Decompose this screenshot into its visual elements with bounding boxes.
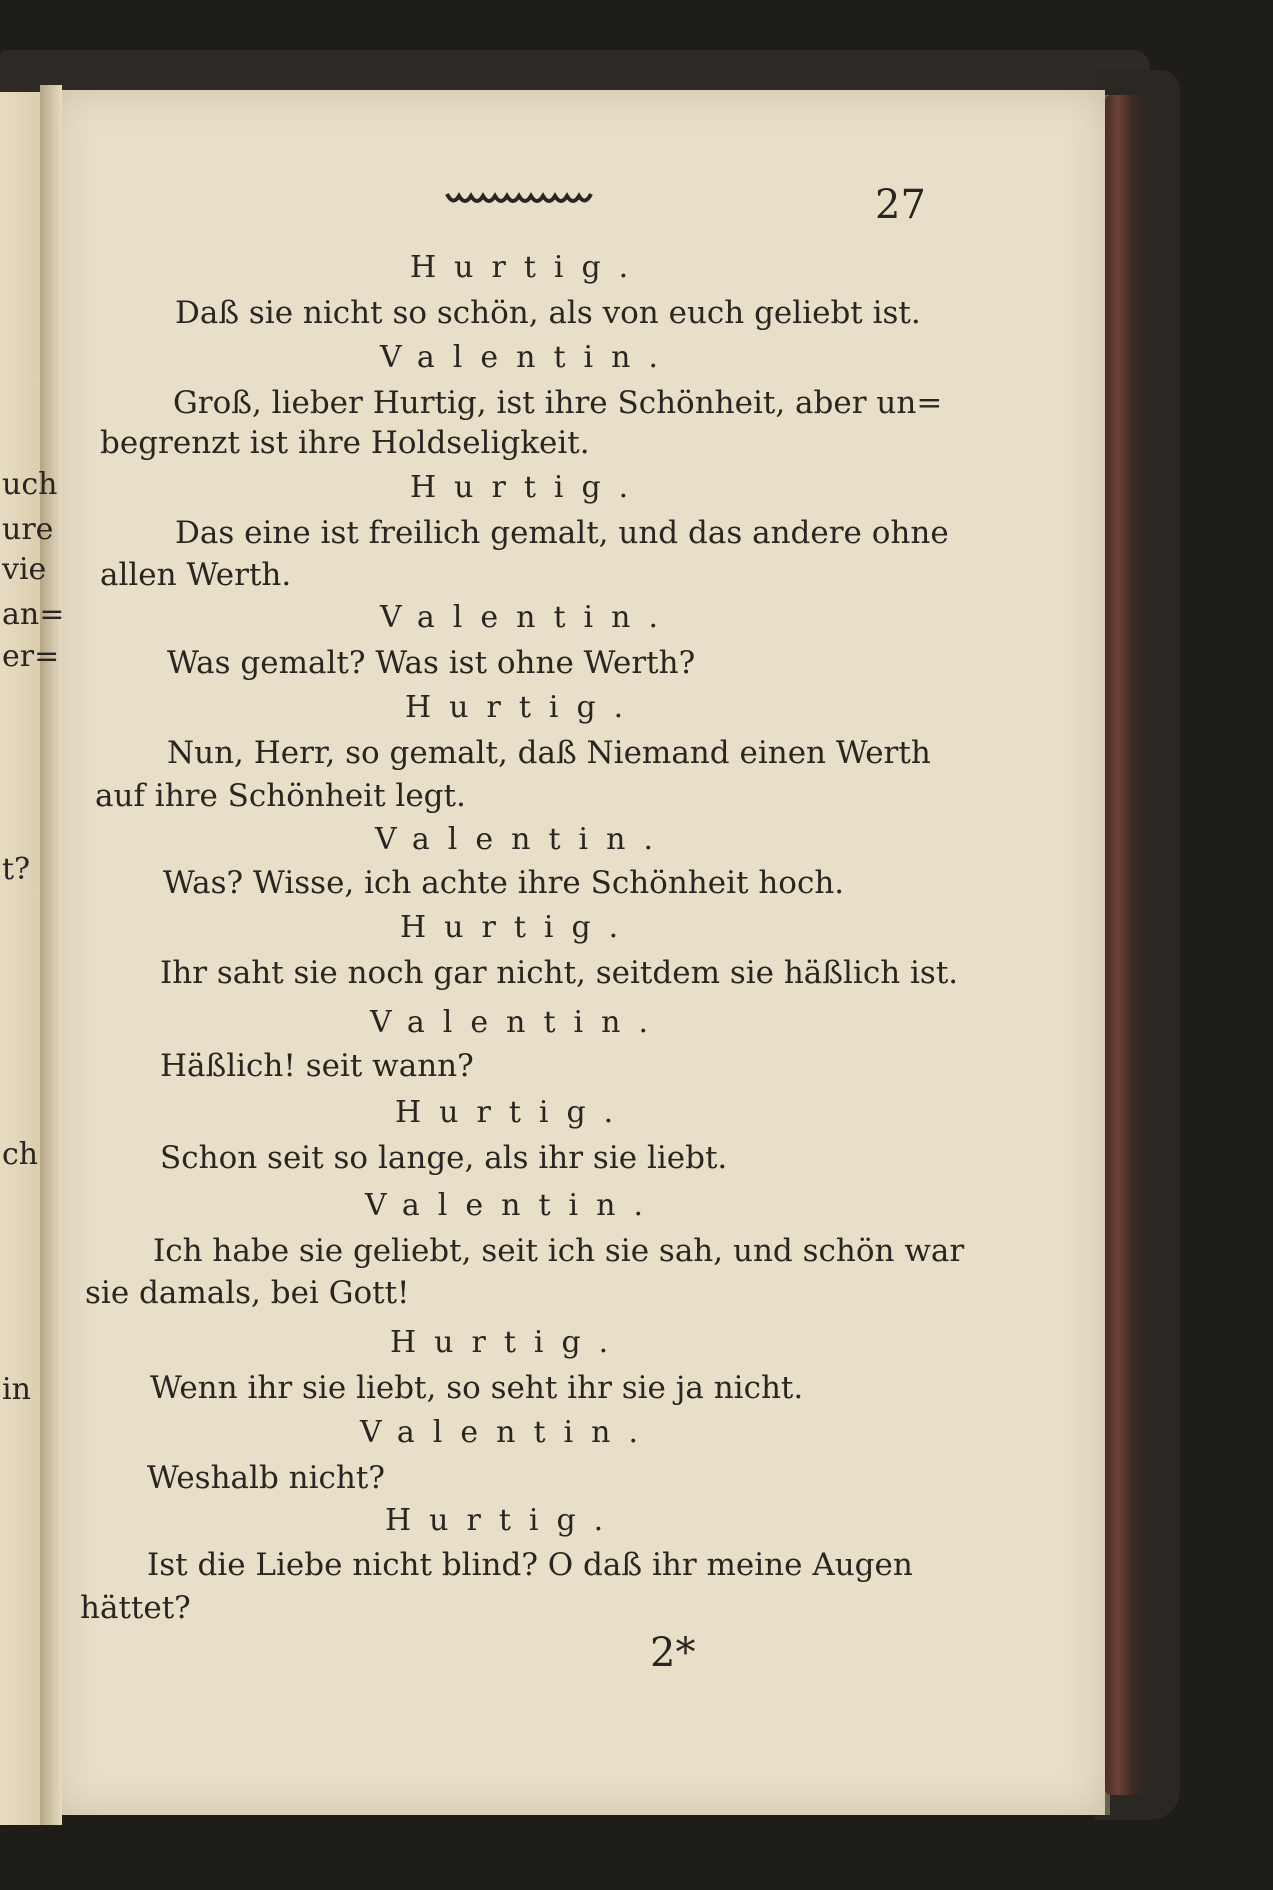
left-page-fragment: in	[2, 1372, 31, 1407]
text-line: Daß sie nicht so schön, als von euch geliebt ist.	[175, 295, 921, 331]
speaker-name: Hurtig.	[390, 1325, 627, 1360]
left-page-fragment: t?	[2, 852, 31, 887]
text-line: Häßlich! seit wann?	[160, 1048, 474, 1084]
speaker-name: Valentin.	[380, 600, 676, 635]
speaker-name: Valentin.	[370, 1005, 666, 1040]
text-line: Was? Wisse, ich achte ihre Schönheit hoch.	[163, 865, 845, 901]
speaker-name: Hurtig.	[400, 910, 637, 945]
header-ornament-icon	[445, 190, 595, 208]
printer-signature: 2*	[650, 1630, 696, 1676]
left-page-fragment: ch	[2, 1137, 39, 1172]
text-line: auf ihre Schönheit legt.	[95, 778, 466, 814]
book-gutter	[40, 85, 62, 1825]
left-page-fragment: uch	[2, 467, 58, 502]
text-line: Groß, lieber Hurtig, ist ihre Schönheit, aber un=	[173, 385, 943, 421]
speaker-name: Hurtig.	[410, 250, 647, 285]
text-line: Ihr saht sie noch gar nicht, seitdem sie häßlich ist.	[160, 955, 959, 991]
text-line: Nun, Herr, so gemalt, daß Niemand einen Werth	[167, 735, 931, 771]
speaker-name: Hurtig.	[385, 1503, 622, 1538]
page-number: 27	[875, 182, 926, 228]
text-line: sie damals, bei Gott!	[85, 1275, 410, 1311]
speaker-name: Hurtig.	[410, 470, 647, 505]
text-line: Ist die Liebe nicht blind? O daß ihr meine Augen	[147, 1547, 913, 1583]
left-page-fragment: er=	[2, 639, 60, 674]
left-page-fragment: ure	[2, 512, 54, 547]
speaker-name: Hurtig.	[405, 690, 642, 725]
book-page	[55, 90, 1105, 1815]
speaker-name: Valentin.	[375, 822, 671, 857]
left-page-fragment: an=	[2, 597, 65, 632]
left-page-fragment: vie	[2, 552, 47, 587]
book-spine-edge	[1105, 95, 1150, 1795]
text-line: Was gemalt? Was ist ohne Werth?	[167, 645, 696, 681]
text-line: Das eine ist freilich gemalt, und das andere ohne	[175, 515, 949, 551]
book-cover-top	[0, 50, 1150, 92]
speaker-name: Valentin.	[380, 340, 676, 375]
text-line: Weshalb nicht?	[147, 1460, 385, 1496]
text-line: allen Werth.	[100, 557, 292, 593]
text-line: begrenzt ist ihre Holdseligkeit.	[100, 425, 590, 461]
text-line: hättet?	[80, 1590, 191, 1626]
text-line: Schon seit so lange, als ihr sie liebt.	[160, 1140, 728, 1176]
speaker-name: Valentin.	[360, 1415, 656, 1450]
speaker-name: Valentin.	[365, 1188, 661, 1223]
speaker-name: Hurtig.	[395, 1095, 632, 1130]
text-line: Wenn ihr sie liebt, so seht ihr sie ja nicht.	[150, 1370, 804, 1406]
text-line: Ich habe sie geliebt, seit ich sie sah, und schön war	[153, 1233, 965, 1269]
